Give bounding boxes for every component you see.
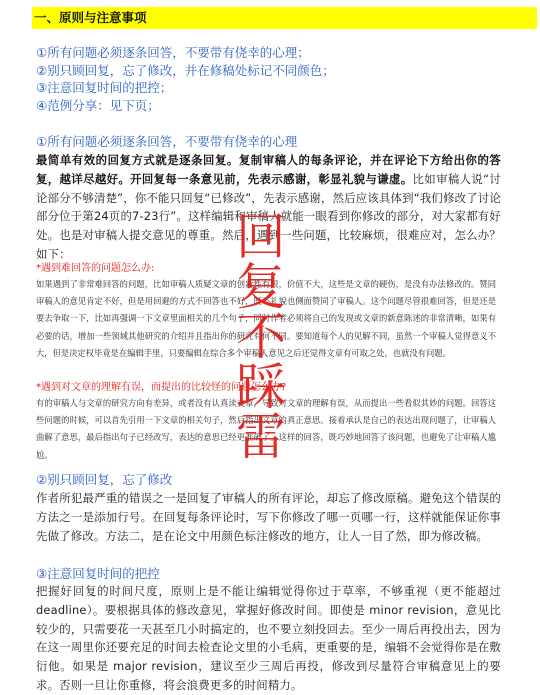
subsection1-body: 如果遇到了非常难回答的问题，比如审稿人质疑文章的创新性有限，价值不大，这些是文章的硬伤，是没有办法修改的。赞同审稿人的意见肯定不好，但是用回避的方式不回答也不好，既不礼貌也侧面赞同了审稿人。这个问题尽管很难回答，但是还是要去争取一下，比如再强调一下文章里面相关的几个句子，同时作者必须将自己的发现或文章的新意陈述的非常清晰，如果有必要的话，增加一些领域其他研究的介绍并且指出你的研究有何不同。要知道每个人的见解不同，虽然一个审稿人觉得意义不大，但是决定权毕竟是在编辑手里，只要编辑在综合多个审稿人意见之后还觉得文章有可取之处，也就没有问题。 bbox=[36, 279, 496, 358]
section1-lead: 最简单有效的回复方式就是逐条回复。复制审稿人的每条评论，并在评论下方给出你的答复，越详尽越好。开回复每一条意见前，先表示感谢，彰显礼貌与谦虚。 bbox=[36, 153, 501, 186]
section3-heading: ③注意回复时间的把控 bbox=[36, 566, 160, 581]
subsection2-body: 有的审稿人与文章的研究方向有差异，或者没有认真读文章，导致对文章的理解有误，从而提出一些看似其妙的问题。回答这些问题的时候，可以首先引用一下文章的相关句子，然后指出文章的真正意思。接着承认是自己的表达出现问题了，让审稿人曲解了意思，最后指出句子已经改写，表达的意思已经更准确了。这样的回答，既巧妙地回答了该问题，也避免了让审稿人尴尬。 bbox=[36, 398, 496, 460]
stamp-char: 不 bbox=[236, 308, 286, 366]
stamp-char: 复 bbox=[236, 258, 286, 316]
stamp-char: 雷 bbox=[236, 408, 286, 466]
principle-item: ②别只顾回复，忘了修改，并在修稿处标记不同颜色； bbox=[36, 62, 335, 78]
section1-body: 比如审稿人说“讨论部分不够清楚”，你不能只回复“已修改”，先表示感谢，然后应该具体到“我们修改了讨论部分位于第24页的7-23行”。这样编辑和审稿人就能一眼看到你修改的部分，对大家都有好处。也是对审稿人提交意见的尊重。然后，遇到一些问题，比较麻烦，很难应对，怎么办？如下： bbox=[36, 171, 501, 261]
principle-item: ①所有问题必须逐条回答，不要带有侥幸的心理； bbox=[36, 45, 310, 60]
section1-heading: ①所有问题必须逐条回答，不要带有侥幸的心理 bbox=[36, 134, 298, 149]
principles-list bbox=[36, 44, 526, 114]
subsection2-heading: *遇到对文章的理解有误，而提出的比较怪的问题怎么办? bbox=[36, 382, 287, 393]
stamp-char: 回 bbox=[236, 208, 286, 266]
section2-heading: ②别只顾回复，忘了修改 bbox=[36, 472, 173, 487]
subsection1-heading: *遇到难回答的问题怎么办: bbox=[36, 263, 155, 274]
section2-body: 作者所犯最严重的错误之一是回复了审稿人的所有评论，却忘了修改原稿。避免这个错误的方法之一是添加行号。在回复每条评论时，写下你修改了哪一页哪一行，这样就能保证你事先做了修改。方法二，是在论文中用颜色标注修改的地方，让人一目了然，即为修改稿。 bbox=[36, 491, 501, 543]
section-title-bar bbox=[32, 7, 537, 29]
section3-body: 把握好回复的时间尺度，原则上是不能让编辑觉得你过于草率，不够重视（更不能超过 deadline）。要根据具体的修改意见，掌握好修改时间。即使是 minor revision，意见比较少的，只需要花一天甚至几小时搞定的，也不要立刻投回去。至少一周后再投出去，因为在这一周里你还要充足的时间去检查论文里的小毛病，更重要的是，编辑不会觉得你是在敷衍他。如果是 major revision，建议至少三周后再投，修改到尽量符合审稿意见上的要求。否则一旦让你重修，将会浪费更多的时间精力。 bbox=[36, 584, 501, 692]
stamp-char: 踩 bbox=[236, 358, 286, 416]
principle-item: ③注意回复时间的把控； bbox=[36, 80, 173, 95]
section-title: 一、原则与注意事项 bbox=[34, 10, 147, 25]
principle-item: ④范例分享：见下页； bbox=[36, 97, 160, 113]
